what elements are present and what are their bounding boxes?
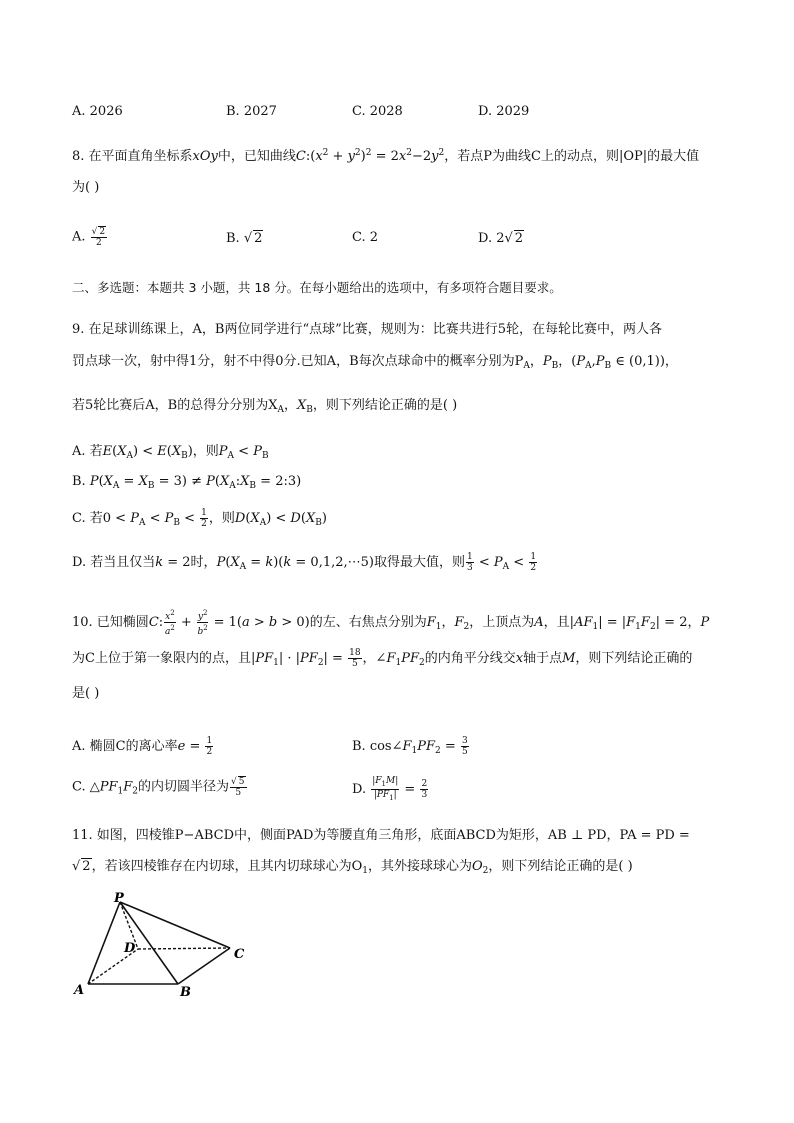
- q11-stem-line1: 11. 如图，四棱锥P−ABCD中，侧面PAD为等腰直角三角形，底面ABCD为矩形，AB ⊥ PD，PA = PD =: [72, 828, 690, 843]
- q9-option-a: A. 若$E(X_A) < E(X_B)$，则$P_A < P_B$: [72, 444, 269, 461]
- label-a: A: [74, 983, 85, 998]
- pyramid-figure: [70, 888, 260, 1003]
- label-d: D: [124, 941, 136, 956]
- q10-option-a: A. 椭圆C的离心率e = $\frac{1}{2}$: [72, 736, 213, 757]
- section-2-heading: 二、多选题：本题共 3 小题，共 18 分。在每小题给出的选项中，有多项符合题目要求。: [72, 280, 562, 295]
- label-c: C: [234, 947, 245, 962]
- q7-option-c: C. 2028: [352, 104, 403, 119]
- q9-stem-line2: 罚点球一次，射中得1分，射不中得0分.已知A，B每次点球命中的概率分别为$P_A$，$P_B$，($P_A,P_B$ ∈ (0,1))，: [72, 354, 678, 371]
- q10-option-b: B. $\cos\angle F_1PF_2$ = $\frac{3}{5}$: [352, 736, 468, 757]
- label-p: P: [114, 891, 124, 906]
- q9-stem-line1: 9. 在足球训练课上，A，B两位同学进行“点球”比赛，规则为：比赛共进行5轮，在每轮比赛中，两人各: [72, 322, 663, 337]
- q10-stem-line2: 为C上位于第一象限内的点，且$|PF_1| \cdot |PF_2|$ = $\frac{18}{5}$ ，$\angle F_1PF_2$的内角平分线交x轴于点M，则下列结论正确的: [72, 648, 693, 669]
- q8-option-b: B. √ 2: [226, 231, 263, 246]
- q9-option-d: D. 若当且仅当k = 2时，$P(X_A = k)(k$ = 0,1,2,⋯5)取得最大值，则 $\frac{1}{3}$ < $P_A$ < $\frac{1}{2}$: [72, 552, 537, 573]
- q9-option-c: C. 若$0 < P_A < P_B$ < $\frac{1}{2}$ ，则$D(X_A) < D(X_B)$: [72, 508, 327, 529]
- q8-option-d: D. 2√ 2: [478, 231, 524, 246]
- q9-option-b: B. $P(X_A = X_B = 3)$ ≠ $P(X_A:X_B$ = 2:3): [72, 474, 302, 491]
- q7-option-d: D. 2029: [478, 104, 530, 119]
- q7-option-b: B. 2027: [226, 104, 277, 119]
- q11-stem-line2: √ 2，若该四棱锥存在内切球，且其内切球球心为$O_1$，其外接球球心为$O_2$，则下列结论正确的是( ): [72, 859, 633, 876]
- q8-stem-line2: 为( ): [72, 180, 100, 195]
- q8-option-c: C. 2: [352, 230, 379, 245]
- q8-option-a: A. $\frac{√ 2}{2}$: [72, 227, 106, 248]
- q10-stem-line3: 是( ): [72, 686, 100, 701]
- q10-option-d: D. $\frac{|F_1M|}{|PF_1|}$ = $\frac{2}{3}$: [352, 776, 428, 802]
- q10-option-c: C. $\triangle PF_1F_2$的内切圆半径为 $\frac{√ 5}{5}$: [72, 777, 245, 798]
- q10-stem-line1: 10. 已知椭圆C: $\frac{x^2}{a^2}$ + $\frac{y^2}{b^2}$ = 1(a > b > 0)的左、右焦点分别为$F_1$，$F_2$，上顶点为A，且$|AF_1| = |F_1F_2| = 2$，P: [72, 609, 710, 637]
- q8-stem-line1: 8. 在平面直角坐标系xOy中，已知曲线$C:(x^2 + y^2)^2 = 2x^2-2y^2$，若点P为曲线C上的动点，则|OP|的最大值: [72, 148, 700, 164]
- label-b: B: [180, 985, 191, 1000]
- q9-stem-line3: 若5轮比赛后A，B的总得分分别为$X_A$，$X_B$，则下列结论正确的是( ): [72, 398, 458, 415]
- q7-option-a: A. 2026: [72, 104, 123, 119]
